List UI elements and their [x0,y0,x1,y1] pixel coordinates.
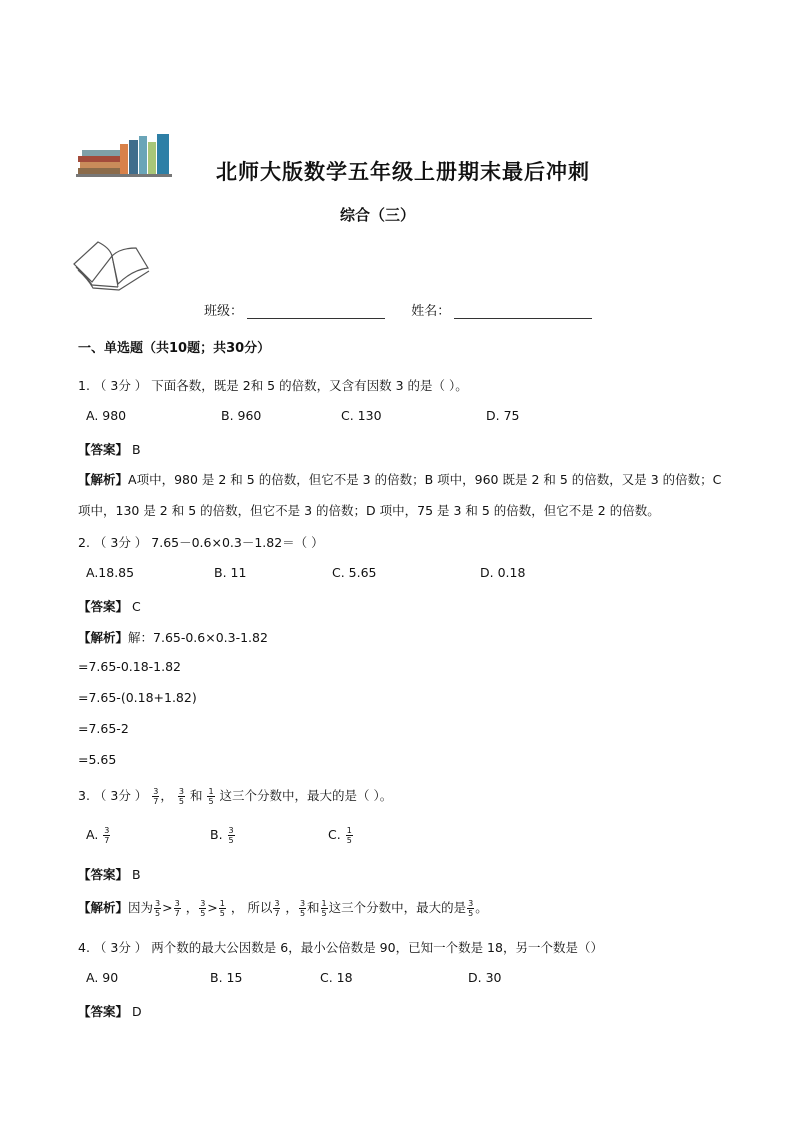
calc-step: =7.65-2 [78,721,129,736]
calc-step: =7.65-0.18-1.82 [78,659,181,674]
denominator: 5 [228,836,234,845]
greater-than: > [162,900,173,915]
question-3-suffix: 这三个分数中，最大的是（ ）。 [219,788,393,803]
denominator: 7 [174,909,180,918]
numerator: 3 [200,899,206,908]
class-field[interactable] [247,304,385,319]
answer-value: B [132,867,141,882]
denominator: 5 [208,797,214,806]
name-label: 姓名： [411,304,451,319]
question-3-stem: 3. （ 3分 ） $\frac{3}{7}$ ， $\frac{3}{5}$ 和 $\frac{1}{5}$ 这三个分数中，最大的是（ ）。 [78,787,393,806]
period: 。 [475,900,488,915]
student-info [204,300,614,319]
option-letter: A. [86,827,99,842]
answer-label: 【答案】 [78,599,129,614]
numerator: 1 [346,826,352,835]
denominator: 5 [200,909,206,918]
denominator: 5 [299,909,306,918]
option-a [86,826,210,845]
option-letter: B. [210,827,223,842]
option-b: B. 15 [210,970,243,985]
separator: ， [185,900,199,915]
numerator: 3 [228,826,234,835]
question-3-answer [78,865,141,883]
option-c [328,826,354,845]
question-4-options [86,970,501,985]
question-1-answer [78,440,141,458]
option-a: A. 90 [86,970,119,985]
question-1-explanation [78,464,728,526]
numerator: 1 [219,899,225,908]
page-title: 北师大版数学五年级上册期末最后冲刺 [216,159,590,184]
numerator: 3 [299,899,306,908]
option-letter: C. [328,827,341,842]
denominator: 7 [104,836,110,845]
question-2-answer [78,597,141,615]
fraction [152,787,159,806]
option-c: C. 5.65 [332,565,377,580]
explanation-text: 解：7.65-0.6×0.3-1.82 [128,630,268,645]
explanation-text: 因为 [128,900,154,915]
explanation-text: 这三个分数中，最大的是 [328,900,467,915]
option-b: B. 11 [214,565,247,580]
answer-label: 【答案】 [78,1004,129,1019]
question-1-stem: 1. （ 3分 ） 下面各数，既是 2和 5 的倍数，又含有因数 3 的是（ ）。 [78,378,468,393]
explanation-text: A项中，980 是 2 和 5 的倍数，但它不是 3 的倍数；B 项中，960 既是 2 和 5 的倍数，又是 3 的倍数；C 项中，130 是 2 和 5 的倍数，但它不是 3 的倍数；D 项中，75 是 3 和 5 的倍数，但它不是 2 的倍数。 [78,472,722,518]
question-2-explanation [78,628,268,646]
fraction [178,787,185,806]
option-b: B. 960 [221,408,262,423]
option-d: D. 30 [468,970,502,985]
explanation-label: 【解析】 [78,630,129,645]
numerator: 3 [153,787,159,796]
denominator: 5 [219,909,225,918]
calc-step: =5.65 [78,752,117,767]
question-3-explanation [78,898,488,918]
answer-value: D [132,1004,142,1019]
numerator: 1 [208,787,214,796]
denominator: 5 [155,909,161,918]
option-c: C. 130 [341,408,382,423]
class-label: 班级： [204,304,244,319]
denominator: 5 [468,909,474,918]
option-c: C. 18 [320,970,353,985]
numerator: 3 [104,826,110,835]
option-b [210,826,328,845]
question-3-options [86,826,354,845]
greater-than: > [207,900,218,915]
question-2-options [86,565,525,580]
numerator: 3 [178,787,184,796]
separator: ， [285,900,298,915]
numerator: 3 [274,899,280,908]
question-4-answer [78,1002,142,1020]
option-a: A.18.85 [86,565,135,580]
open-book-illustration [70,234,152,294]
section-heading: 一、单选题（共10题；共30分） [78,341,271,356]
denominator: 5 [321,909,327,918]
denominator: 7 [153,797,159,806]
denominator: 5 [178,797,184,806]
conjunction: 和 [307,900,320,915]
books-illustration [76,132,176,182]
question-2-stem: 2. （ 3分 ） 7.65－0.6×0.3－1.82＝（ ） [78,535,324,550]
page-subtitle: 综合（三） [340,206,416,224]
option-a: A. 980 [86,408,127,423]
numerator: 3 [174,899,180,908]
explanation-text: ， 所以 [230,900,273,915]
answer-label: 【答案】 [78,442,129,457]
numerator: 3 [468,899,474,908]
name-field[interactable] [454,304,592,319]
explanation-label: 【解析】 [78,900,129,915]
fraction [207,787,214,806]
answer-label: 【答案】 [78,867,129,882]
denominator: 5 [346,836,352,845]
numerator: 3 [155,899,161,908]
numerator: 1 [321,899,327,908]
answer-value: C [132,599,141,614]
question-4-stem: 4. （ 3分 ） 两个数的最大公因数是 6，最小公倍数是 90，已知一个数是 18，另一个数是（） [78,940,603,955]
answer-value: B [132,442,141,457]
denominator: 7 [274,909,280,918]
question-1-options [86,408,519,423]
conjunction: 和 [189,788,203,803]
calc-step: =7.65-(0.18+1.82) [78,690,197,705]
question-3-prefix: 3. （ 3分 ） [78,788,148,803]
explanation-label: 【解析】 [78,472,129,487]
option-d: D. 0.18 [480,565,526,580]
option-d: D. 75 [486,408,520,423]
